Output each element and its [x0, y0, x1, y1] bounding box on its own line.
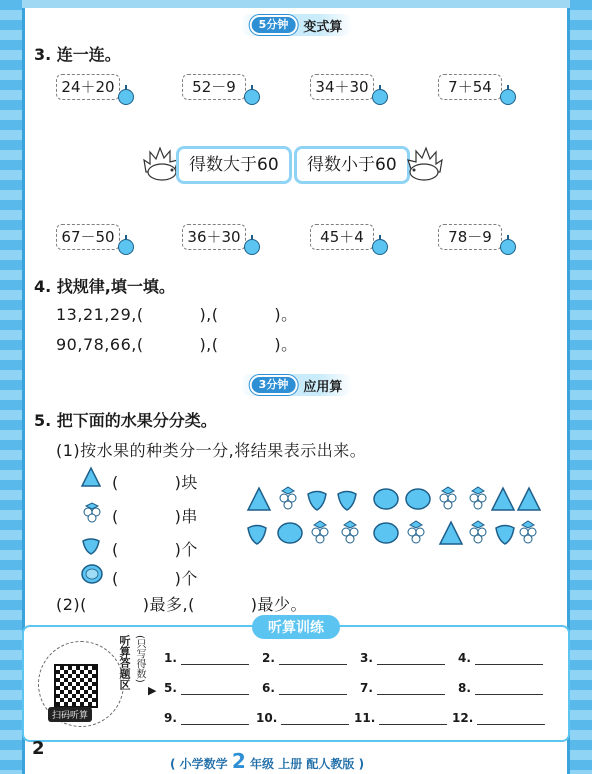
- answer-slot[interactable]: 1.: [164, 651, 249, 665]
- question-4-title: 4. 找规律,填一填。: [34, 277, 175, 296]
- qr-label: 扫码听算: [48, 707, 92, 722]
- apple-icon: [500, 239, 516, 255]
- page-number: 2: [32, 738, 45, 759]
- apple-icon: [372, 239, 388, 255]
- edition: 配人教版: [306, 757, 355, 771]
- grapes-icon: [312, 521, 328, 543]
- sequence-line-2: 90,78,66,( ),( )。: [56, 335, 298, 354]
- expr-box[interactable]: 45＋4: [310, 224, 374, 250]
- answer-slot[interactable]: 10.: [256, 711, 349, 725]
- expr-box[interactable]: 7＋54: [438, 74, 502, 100]
- watermelon-icon: [492, 488, 514, 510]
- answer-slot[interactable]: 12.: [452, 711, 545, 725]
- expr-box[interactable]: 34＋30: [310, 74, 374, 100]
- answer-slot[interactable]: 4.: [458, 651, 543, 665]
- apple-icon: [372, 89, 388, 105]
- grapes-icon: [470, 487, 486, 509]
- grapes-icon: [280, 487, 296, 509]
- listening-title: 听算训练: [252, 615, 340, 639]
- apple-icon: [118, 89, 134, 105]
- answer-slot[interactable]: 7.: [360, 681, 445, 695]
- expr-box[interactable]: 52－9: [182, 74, 246, 100]
- apple-icon: [244, 239, 260, 255]
- grapes-icon: [440, 487, 456, 509]
- answer-slot[interactable]: 5.: [164, 681, 249, 695]
- subject: 小学数学: [179, 757, 228, 771]
- bigger-than-60-box[interactable]: 得数大于60: [176, 146, 292, 184]
- kiwi-icon: [374, 523, 398, 543]
- answer-slot[interactable]: 11.: [354, 711, 447, 725]
- grapes-count: ( )串: [112, 507, 198, 526]
- question-5-sub1: (1)按水果的种类分一分,将结果表示出来。: [56, 441, 367, 460]
- time-pill: 3分钟: [250, 375, 298, 395]
- strawberry-icon: [308, 492, 326, 511]
- strawberry-count: ( )个: [112, 540, 198, 559]
- right-border-decoration: [567, 0, 592, 774]
- listening-practice-panel: [22, 620, 570, 742]
- grapes-icon: [408, 521, 424, 543]
- kiwi-count: ( )个: [112, 569, 198, 588]
- qr-code-icon[interactable]: [54, 664, 98, 708]
- apple-icon: [118, 239, 134, 255]
- expr-box[interactable]: 67－50: [56, 224, 120, 250]
- section-title: 应用算: [303, 379, 343, 395]
- grade-number: 2: [231, 749, 246, 773]
- fruit-row-1: [246, 484, 546, 514]
- watermelon-icon: [80, 466, 102, 488]
- question-5-title: 5. 把下面的水果分分类。: [34, 411, 217, 430]
- question-3-title: 3. 连一连。: [34, 45, 121, 64]
- grade-label: 年级: [249, 757, 274, 771]
- hedgehog-right-icon: [404, 146, 444, 182]
- question-5-sub2: (2)( )最多,( )最少。: [56, 595, 307, 614]
- answer-area-note: (只写得数): [134, 635, 145, 683]
- section-title: 变式算: [303, 19, 343, 35]
- answer-slot[interactable]: 3.: [360, 651, 445, 665]
- answer-area-label: 听算答题区: [118, 635, 131, 690]
- answer-slot[interactable]: 2.: [262, 651, 347, 665]
- footer-info: ( 小学数学 2 年级 上册 配人教版 ): [170, 749, 365, 773]
- grapes-icon: [342, 521, 358, 543]
- section-banner-mid: [240, 374, 353, 396]
- grapes-icon: [520, 521, 536, 543]
- strawberry-icon: [496, 526, 514, 545]
- sequence-line-1: 13,21,29,( ),( )。: [56, 305, 298, 324]
- top-bar: [22, 0, 570, 8]
- strawberry-icon: [80, 533, 102, 555]
- strawberry-icon: [248, 526, 266, 545]
- kiwi-icon: [80, 562, 104, 586]
- apple-icon: [500, 89, 516, 105]
- watermelon-icon: [248, 488, 270, 510]
- expr-box[interactable]: 36＋30: [182, 224, 246, 250]
- answer-slot[interactable]: 8.: [458, 681, 543, 695]
- time-pill: 5分钟: [250, 15, 298, 35]
- watermelon-icon: [518, 488, 540, 510]
- smaller-than-60-box[interactable]: 得数小于60: [294, 146, 410, 184]
- watermelon-icon: [440, 522, 462, 544]
- play-arrow-icon: ▶: [148, 684, 157, 697]
- expr-box[interactable]: 78－9: [438, 224, 502, 250]
- term: 上册: [278, 757, 303, 771]
- grapes-icon: [80, 500, 104, 524]
- apple-icon: [244, 89, 260, 105]
- kiwi-icon: [406, 489, 430, 509]
- kiwi-icon: [374, 489, 398, 509]
- fruit-row-2: [246, 518, 546, 548]
- section-banner-top: [240, 14, 353, 36]
- answer-slot[interactable]: 6.: [262, 681, 347, 695]
- strawberry-icon: [338, 492, 356, 511]
- kiwi-icon: [278, 523, 302, 543]
- answer-slot[interactable]: 9.: [164, 711, 249, 725]
- watermelon-count: ( )块: [112, 473, 198, 492]
- grapes-icon: [470, 521, 486, 543]
- expr-box[interactable]: 24＋20: [56, 74, 120, 100]
